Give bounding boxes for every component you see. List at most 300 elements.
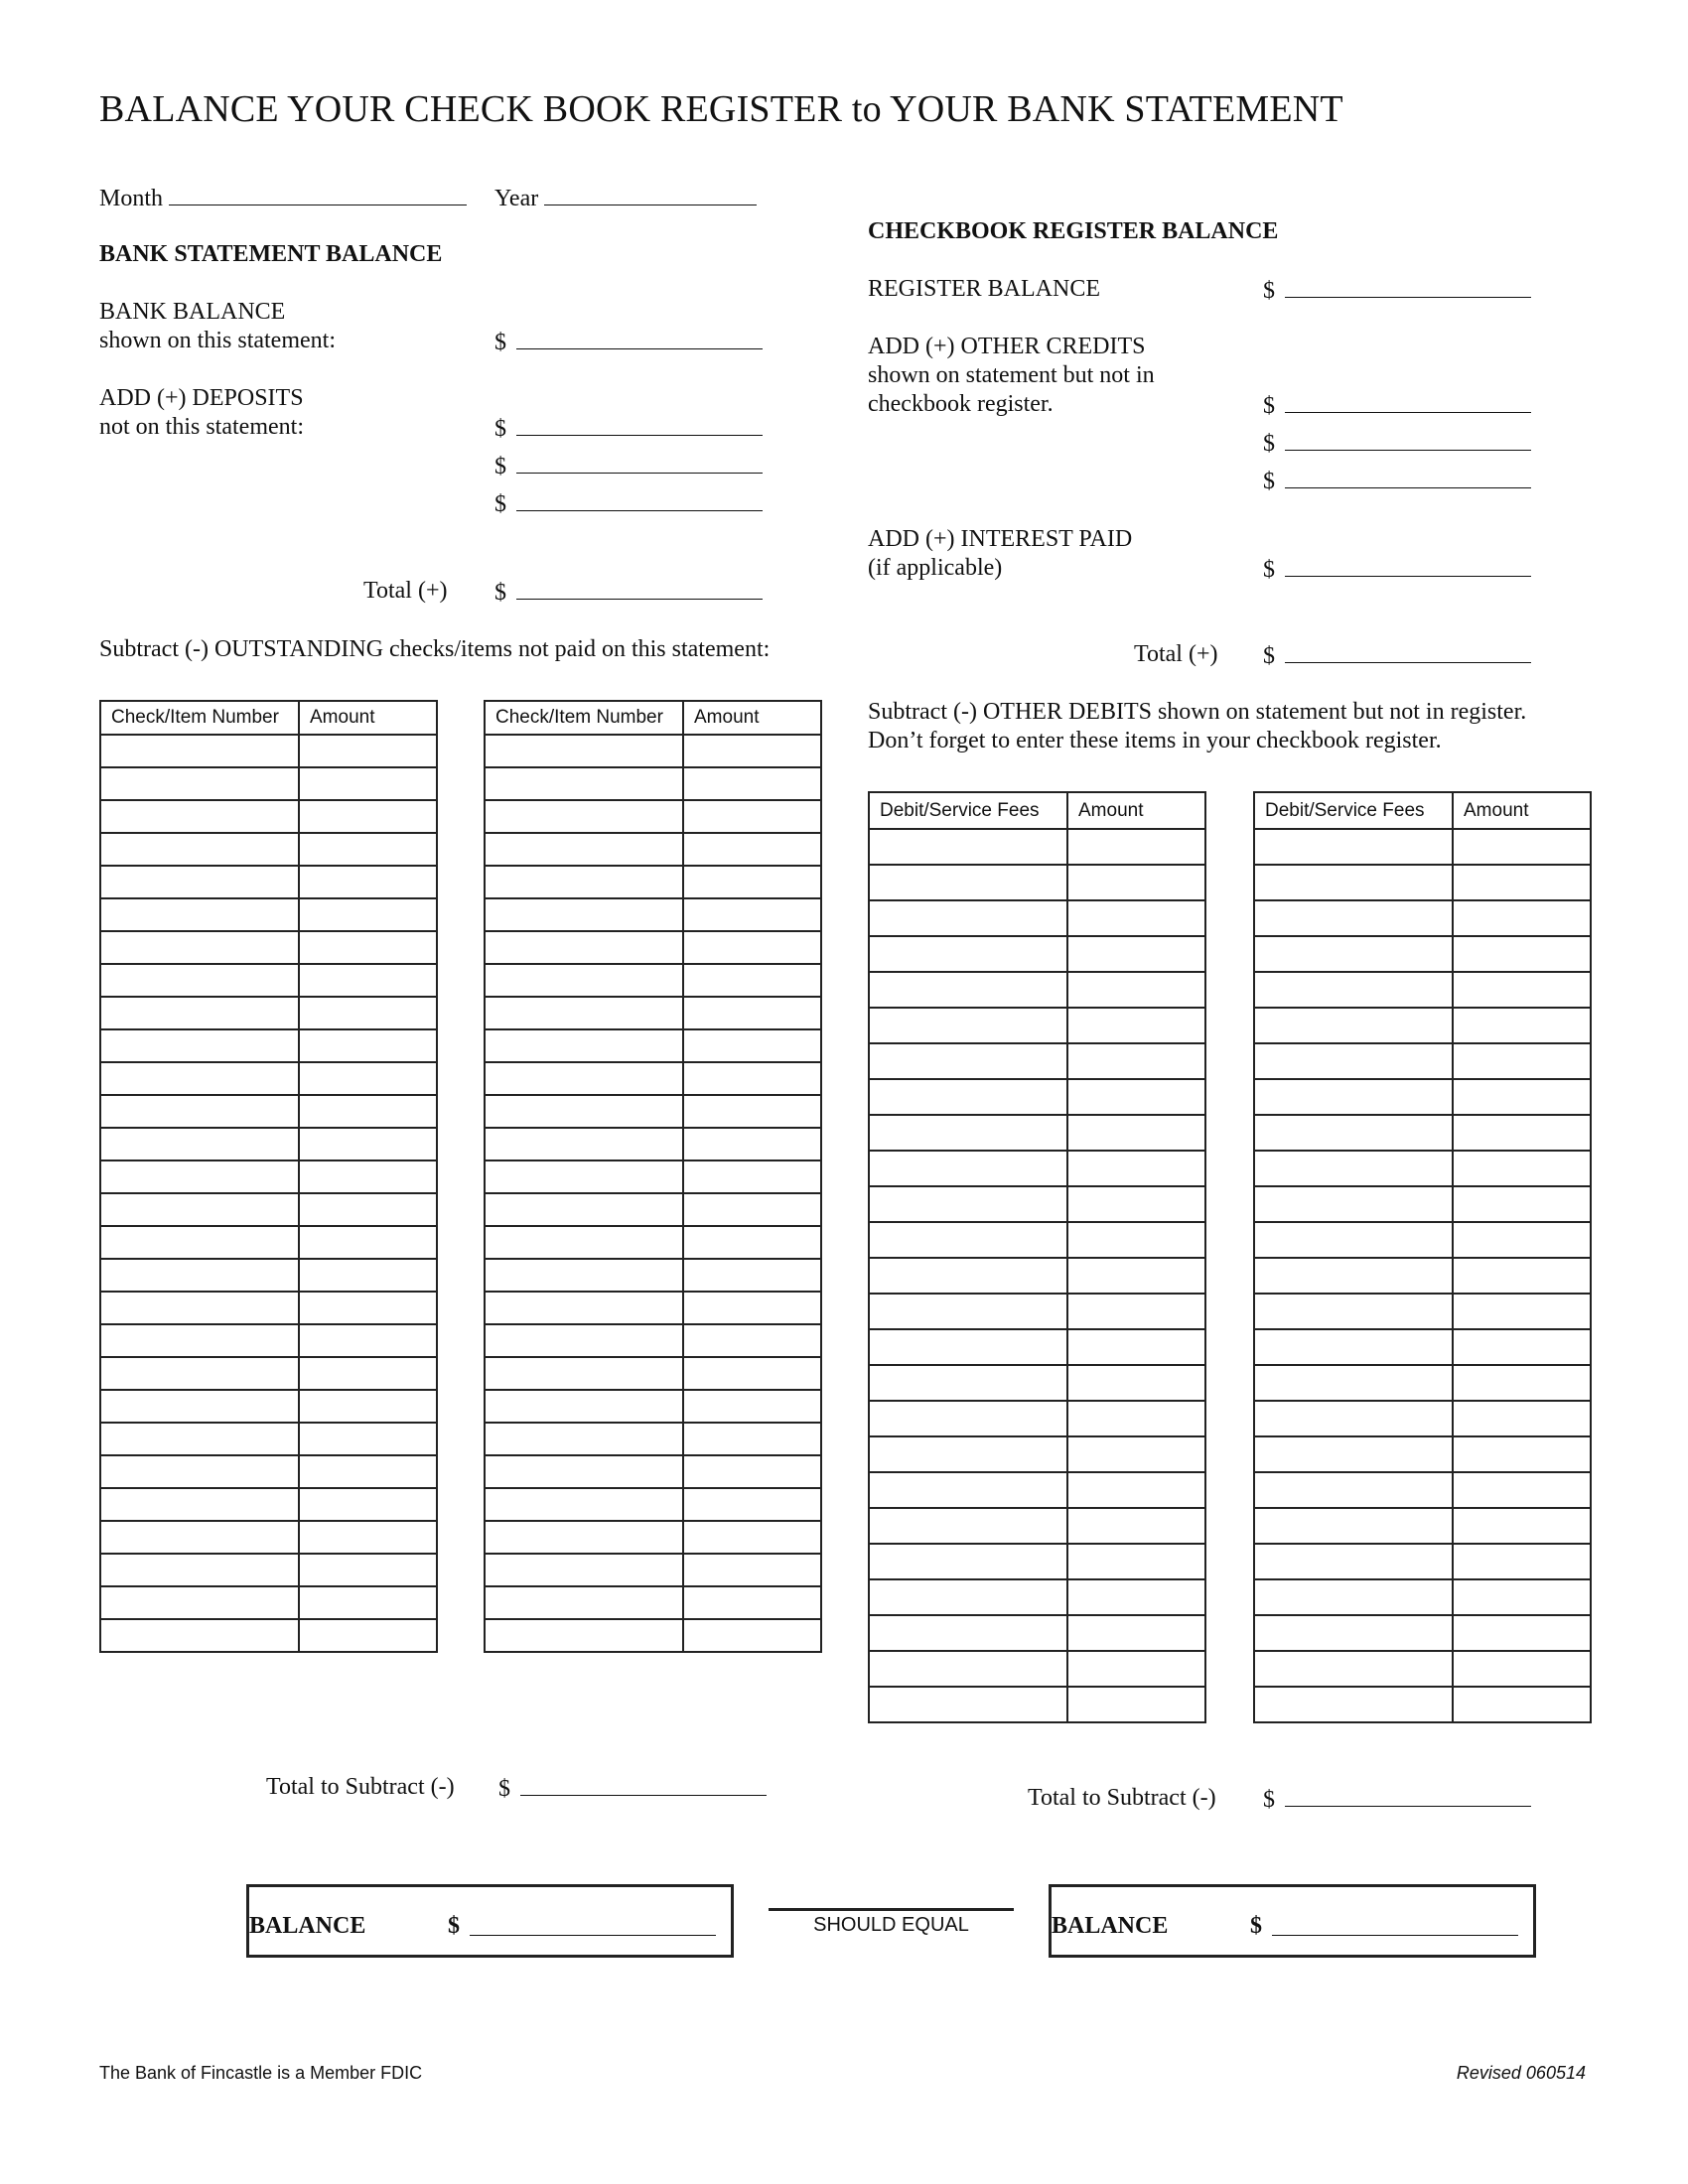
amount-cell[interactable] [299, 931, 437, 964]
table-row [485, 1619, 821, 1652]
table-row [100, 1324, 437, 1357]
register-balance-amount[interactable]: $ [1263, 275, 1531, 305]
item-cell[interactable] [100, 800, 299, 833]
item-cell[interactable] [485, 735, 683, 767]
table-row [100, 800, 437, 833]
table-row [1254, 1436, 1591, 1472]
amount-cell[interactable] [683, 866, 821, 898]
month-field[interactable] [99, 183, 467, 213]
item-cell[interactable] [869, 1651, 1067, 1687]
amount-cell[interactable] [1067, 1544, 1205, 1579]
table-row [1254, 829, 1591, 865]
item-cell[interactable] [485, 898, 683, 931]
amount-cell[interactable] [299, 1062, 437, 1095]
amount-cell[interactable] [1067, 1008, 1205, 1043]
table-row [1254, 865, 1591, 900]
table-row [485, 1357, 821, 1390]
item-cell[interactable] [485, 1029, 683, 1062]
item-cell[interactable] [100, 833, 299, 866]
amount-cell[interactable] [1067, 1508, 1205, 1544]
item-cell[interactable] [1254, 900, 1453, 936]
amount-cell[interactable] [1453, 936, 1591, 972]
amount-cell[interactable] [1453, 1615, 1591, 1651]
item-cell[interactable] [100, 1455, 299, 1488]
table-row [485, 1193, 821, 1226]
amount-cell[interactable] [299, 767, 437, 800]
item-cell[interactable] [869, 1079, 1067, 1115]
item-cell[interactable] [100, 1062, 299, 1095]
amount-cell[interactable] [299, 1029, 437, 1062]
amount-cell[interactable] [683, 1193, 821, 1226]
amount-cell[interactable] [299, 1160, 437, 1193]
amount-cell[interactable] [683, 1259, 821, 1292]
item-cell[interactable] [869, 1329, 1067, 1365]
item-cell[interactable] [869, 1687, 1067, 1722]
item-cell[interactable] [1254, 1544, 1453, 1579]
amount-cell[interactable] [683, 1390, 821, 1423]
outstanding-table-2 [484, 700, 822, 1653]
amount-cell[interactable] [1067, 1436, 1205, 1472]
amount-cell[interactable] [1453, 1008, 1591, 1043]
item-cell[interactable] [100, 931, 299, 964]
item-cell[interactable] [485, 1619, 683, 1652]
amount-cell[interactable] [299, 1586, 437, 1619]
amount-cell[interactable] [299, 1357, 437, 1390]
item-cell[interactable] [100, 1357, 299, 1390]
item-cell[interactable] [100, 1193, 299, 1226]
amount-cell[interactable] [299, 964, 437, 997]
table-row [1254, 1294, 1591, 1329]
item-cell[interactable] [869, 1151, 1067, 1186]
month-label: Month [99, 186, 164, 211]
amount-cell[interactable] [1453, 1329, 1591, 1365]
table-row [100, 1554, 437, 1586]
item-cell[interactable] [100, 1029, 299, 1062]
bank-statement-heading: BANK STATEMENT BALANCE [99, 241, 443, 267]
item-cell[interactable] [869, 1043, 1067, 1079]
table-row [485, 1226, 821, 1259]
item-cell[interactable] [869, 900, 1067, 936]
item-cell[interactable] [100, 1324, 299, 1357]
amount-cell[interactable] [683, 997, 821, 1029]
item-cell[interactable] [1254, 1043, 1453, 1079]
amount-cell[interactable] [683, 1160, 821, 1193]
item-cell[interactable] [100, 735, 299, 767]
deposit-amount-3[interactable]: $ [494, 488, 763, 518]
col-amount: Amount [1067, 792, 1205, 829]
item-cell[interactable] [100, 1488, 299, 1521]
amount-cell[interactable] [1453, 1472, 1591, 1508]
amount-cell[interactable] [683, 735, 821, 767]
item-cell[interactable] [1254, 1008, 1453, 1043]
item-cell[interactable] [485, 997, 683, 1029]
amount-cell[interactable] [1453, 1436, 1591, 1472]
amount-cell[interactable] [1453, 1544, 1591, 1579]
table-row [485, 997, 821, 1029]
item-cell[interactable] [485, 1488, 683, 1521]
item-cell[interactable] [1254, 1401, 1453, 1436]
item-cell[interactable] [485, 1554, 683, 1586]
item-cell[interactable] [485, 1324, 683, 1357]
item-cell[interactable] [100, 1586, 299, 1619]
amount-cell[interactable] [1453, 829, 1591, 865]
item-cell[interactable] [485, 931, 683, 964]
interest-label: ADD (+) INTEREST PAID [868, 526, 1133, 552]
amount-cell[interactable] [1067, 1186, 1205, 1222]
amount-cell[interactable] [1453, 865, 1591, 900]
table-row [1254, 1115, 1591, 1151]
item-cell[interactable] [869, 1222, 1067, 1258]
amount-cell[interactable] [1067, 1079, 1205, 1115]
amount-cell[interactable] [1453, 1687, 1591, 1722]
bank-balance-amount[interactable]: $ [494, 327, 763, 356]
item-cell[interactable] [869, 865, 1067, 900]
item-cell[interactable] [1254, 936, 1453, 972]
table-row [1254, 1508, 1591, 1544]
item-cell[interactable] [100, 1390, 299, 1423]
item-cell[interactable] [1254, 1222, 1453, 1258]
table-row [485, 1259, 821, 1292]
table-row [1254, 1615, 1591, 1651]
item-cell[interactable] [1254, 1579, 1453, 1615]
bank-final-balance-input[interactable] [470, 1913, 716, 1936]
amount-cell[interactable] [1067, 1294, 1205, 1329]
month-input-line[interactable] [169, 183, 467, 205]
col-amount: Amount [299, 701, 437, 735]
amount-cell[interactable] [1453, 1151, 1591, 1186]
table-row [485, 833, 821, 866]
register-final-balance-input[interactable] [1272, 1913, 1518, 1936]
table-row [100, 1455, 437, 1488]
item-cell[interactable] [100, 866, 299, 898]
amount-cell[interactable] [1453, 1186, 1591, 1222]
amount-cell[interactable] [683, 800, 821, 833]
table-row [1254, 1687, 1591, 1722]
amount-cell[interactable] [1453, 1651, 1591, 1687]
table-row [869, 1615, 1205, 1651]
item-cell[interactable] [869, 1115, 1067, 1151]
amount-cell[interactable] [683, 1554, 821, 1586]
amount-cell[interactable] [299, 1619, 437, 1652]
table-row [100, 1095, 437, 1128]
amount-cell[interactable] [1067, 1579, 1205, 1615]
amount-cell[interactable] [683, 1521, 821, 1554]
item-cell[interactable] [1254, 1115, 1453, 1151]
amount-cell[interactable] [299, 1292, 437, 1324]
balance-label: BALANCE [249, 1913, 366, 1939]
table-row [485, 1095, 821, 1128]
amount-cell[interactable] [299, 898, 437, 931]
amount-cell[interactable] [299, 1521, 437, 1554]
item-cell[interactable] [869, 1365, 1067, 1401]
amount-cell[interactable] [1453, 1115, 1591, 1151]
deposit-amount-2[interactable]: $ [494, 451, 763, 480]
item-cell[interactable] [1254, 1651, 1453, 1687]
amount-cell[interactable] [1067, 900, 1205, 936]
amount-cell[interactable] [1067, 1115, 1205, 1151]
amount-cell[interactable] [299, 800, 437, 833]
item-cell[interactable] [1254, 1615, 1453, 1651]
amount-cell[interactable] [299, 1423, 437, 1455]
item-cell[interactable] [100, 1226, 299, 1259]
amount-cell[interactable] [683, 1455, 821, 1488]
item-cell[interactable] [869, 936, 1067, 972]
table-row [485, 1423, 821, 1455]
item-cell[interactable] [100, 1160, 299, 1193]
amount-cell[interactable] [299, 1259, 437, 1292]
item-cell[interactable] [869, 1508, 1067, 1544]
table-row [869, 1365, 1205, 1401]
amount-cell[interactable] [1067, 1151, 1205, 1186]
amount-cell[interactable] [299, 833, 437, 866]
table-row [485, 1292, 821, 1324]
item-cell[interactable] [1254, 1294, 1453, 1329]
item-cell[interactable] [100, 1128, 299, 1160]
item-cell[interactable] [485, 866, 683, 898]
table-row [1254, 1258, 1591, 1294]
item-cell[interactable] [869, 1472, 1067, 1508]
amount-cell[interactable] [299, 1226, 437, 1259]
item-cell[interactable] [1254, 1687, 1453, 1722]
amount-cell[interactable] [1453, 1222, 1591, 1258]
item-cell[interactable] [869, 829, 1067, 865]
amount-cell[interactable] [1067, 1615, 1205, 1651]
item-cell[interactable] [100, 1292, 299, 1324]
table-row [869, 1258, 1205, 1294]
amount-cell[interactable] [683, 1324, 821, 1357]
table-row [485, 735, 821, 767]
item-cell[interactable] [100, 1619, 299, 1652]
amount-cell[interactable] [683, 1029, 821, 1062]
item-cell[interactable] [485, 1357, 683, 1390]
item-cell[interactable] [869, 1401, 1067, 1436]
table-row [869, 1186, 1205, 1222]
register-subtract-label: Total to Subtract (-) [1028, 1785, 1216, 1811]
item-cell[interactable] [100, 898, 299, 931]
amount-cell[interactable] [1067, 1329, 1205, 1365]
item-cell[interactable] [869, 1615, 1067, 1651]
item-cell[interactable] [485, 833, 683, 866]
amount-cell[interactable] [299, 735, 437, 767]
table-row [100, 931, 437, 964]
amount-cell[interactable] [299, 1324, 437, 1357]
amount-cell[interactable] [1453, 900, 1591, 936]
table-row [869, 829, 1205, 865]
table-row [869, 1222, 1205, 1258]
item-cell[interactable] [1254, 1258, 1453, 1294]
amount-cell[interactable] [683, 1226, 821, 1259]
bank-balance-sublabel: shown on this statement: [99, 328, 336, 353]
table-row [100, 1357, 437, 1390]
item-cell[interactable] [485, 1423, 683, 1455]
table-row [869, 1472, 1205, 1508]
amount-cell[interactable] [1453, 1043, 1591, 1079]
table-row [100, 735, 437, 767]
deposits-label: ADD (+) DEPOSITS [99, 385, 304, 411]
table-row [869, 1008, 1205, 1043]
amount-cell[interactable] [683, 898, 821, 931]
amount-cell[interactable] [1067, 1043, 1205, 1079]
item-cell[interactable] [1254, 1436, 1453, 1472]
credits-sublabel-1: shown on statement but not in [868, 362, 1155, 388]
item-cell[interactable] [485, 1521, 683, 1554]
item-cell[interactable] [1254, 829, 1453, 865]
item-cell[interactable] [485, 1226, 683, 1259]
amount-cell[interactable] [299, 1554, 437, 1586]
table-row [1254, 1651, 1591, 1687]
table-row [485, 1160, 821, 1193]
item-cell[interactable] [869, 1008, 1067, 1043]
item-cell[interactable] [485, 1062, 683, 1095]
year-input-line[interactable] [544, 183, 757, 205]
amount-cell[interactable] [299, 1488, 437, 1521]
deposit-amount-1[interactable]: $ [494, 413, 763, 443]
table-row [100, 1226, 437, 1259]
item-cell[interactable] [485, 767, 683, 800]
amount-cell[interactable] [1067, 1222, 1205, 1258]
item-cell[interactable] [100, 1095, 299, 1128]
table-row [869, 1079, 1205, 1115]
item-cell[interactable] [100, 997, 299, 1029]
amount-cell[interactable] [1067, 1472, 1205, 1508]
item-cell[interactable] [1254, 865, 1453, 900]
item-cell[interactable] [1254, 1472, 1453, 1508]
item-cell[interactable] [485, 1292, 683, 1324]
amount-cell[interactable] [683, 1292, 821, 1324]
amount-cell[interactable] [683, 1128, 821, 1160]
item-cell[interactable] [100, 1521, 299, 1554]
table-row [485, 1521, 821, 1554]
year-field[interactable] [494, 183, 757, 213]
table-row [485, 1455, 821, 1488]
item-cell[interactable] [100, 767, 299, 800]
item-cell[interactable] [1254, 1186, 1453, 1222]
item-cell[interactable] [485, 964, 683, 997]
page-title: BALANCE YOUR CHECK BOOK REGISTER to YOUR BANK STATEMENT [99, 88, 1343, 130]
amount-cell[interactable] [1453, 1294, 1591, 1329]
amount-cell[interactable] [1453, 972, 1591, 1008]
item-cell[interactable] [485, 1193, 683, 1226]
item-cell[interactable] [485, 1390, 683, 1423]
item-cell[interactable] [100, 1259, 299, 1292]
item-cell[interactable] [485, 800, 683, 833]
table-row [869, 1401, 1205, 1436]
amount-cell[interactable] [683, 767, 821, 800]
bank-balance-label: BANK BALANCE [99, 299, 286, 325]
amount-cell[interactable] [1067, 1651, 1205, 1687]
table-row [100, 1029, 437, 1062]
item-cell[interactable] [485, 1259, 683, 1292]
item-cell[interactable] [1254, 972, 1453, 1008]
table-row [1254, 972, 1591, 1008]
credit-amount-3[interactable]: $ [1263, 466, 1531, 495]
amount-cell[interactable] [1067, 972, 1205, 1008]
item-cell[interactable] [869, 1544, 1067, 1579]
item-cell[interactable] [1254, 1365, 1453, 1401]
item-cell[interactable] [869, 1186, 1067, 1222]
item-cell[interactable] [485, 1128, 683, 1160]
credit-amount-1[interactable]: $ [1263, 390, 1531, 420]
item-cell[interactable] [485, 1095, 683, 1128]
amount-cell[interactable] [299, 1455, 437, 1488]
item-cell[interactable] [100, 1554, 299, 1586]
item-cell[interactable] [869, 1579, 1067, 1615]
amount-cell[interactable] [1067, 829, 1205, 865]
amount-cell[interactable] [1453, 1079, 1591, 1115]
item-cell[interactable] [1254, 1151, 1453, 1186]
amount-cell[interactable] [299, 866, 437, 898]
amount-cell[interactable] [1067, 1687, 1205, 1722]
table-row [100, 1160, 437, 1193]
amount-cell[interactable] [1067, 936, 1205, 972]
amount-cell[interactable] [683, 1619, 821, 1652]
amount-cell[interactable] [1453, 1365, 1591, 1401]
table-row [485, 964, 821, 997]
amount-cell[interactable] [1067, 1401, 1205, 1436]
item-cell[interactable] [485, 1455, 683, 1488]
item-cell[interactable] [869, 972, 1067, 1008]
item-cell[interactable] [869, 1294, 1067, 1329]
amount-cell[interactable] [299, 1128, 437, 1160]
item-cell[interactable] [100, 1423, 299, 1455]
item-cell[interactable] [485, 1160, 683, 1193]
table-row [100, 1488, 437, 1521]
bank-subtract-label: Total to Subtract (-) [266, 1774, 455, 1800]
table-row [485, 767, 821, 800]
table-row [1254, 1401, 1591, 1436]
amount-cell[interactable] [299, 1095, 437, 1128]
amount-cell[interactable] [683, 931, 821, 964]
item-cell[interactable] [485, 1586, 683, 1619]
amount-cell[interactable] [683, 833, 821, 866]
interest-amount[interactable]: $ [1263, 554, 1531, 584]
item-cell[interactable] [869, 1258, 1067, 1294]
amount-cell[interactable] [683, 1062, 821, 1095]
amount-cell[interactable] [1453, 1508, 1591, 1544]
amount-cell[interactable] [1067, 865, 1205, 900]
amount-cell[interactable] [683, 964, 821, 997]
table-row [100, 1259, 437, 1292]
bank-total-amount[interactable]: $ [494, 577, 763, 607]
amount-cell[interactable] [683, 1423, 821, 1455]
amount-cell[interactable] [299, 1193, 437, 1226]
amount-cell[interactable] [683, 1095, 821, 1128]
amount-cell[interactable] [1453, 1258, 1591, 1294]
credit-amount-2[interactable]: $ [1263, 428, 1531, 458]
amount-cell[interactable] [299, 997, 437, 1029]
table-row [1254, 1472, 1591, 1508]
table-row [869, 936, 1205, 972]
register-subtract-amount[interactable]: $ [1263, 1784, 1531, 1814]
amount-cell[interactable] [683, 1488, 821, 1521]
table-row [1254, 1579, 1591, 1615]
amount-cell[interactable] [683, 1586, 821, 1619]
bank-subtract-amount[interactable]: $ [498, 1773, 767, 1803]
amount-cell[interactable] [683, 1357, 821, 1390]
amount-cell[interactable] [1067, 1365, 1205, 1401]
item-cell[interactable] [1254, 1508, 1453, 1544]
amount-cell[interactable] [1453, 1579, 1591, 1615]
item-cell[interactable] [869, 1436, 1067, 1472]
amount-cell[interactable] [1453, 1401, 1591, 1436]
amount-cell[interactable] [1067, 1258, 1205, 1294]
register-total-amount[interactable]: $ [1263, 640, 1531, 670]
item-cell[interactable] [100, 964, 299, 997]
amount-cell[interactable] [299, 1390, 437, 1423]
interest-sublabel: (if applicable) [868, 555, 1003, 581]
item-cell[interactable] [1254, 1079, 1453, 1115]
item-cell[interactable] [1254, 1329, 1453, 1365]
